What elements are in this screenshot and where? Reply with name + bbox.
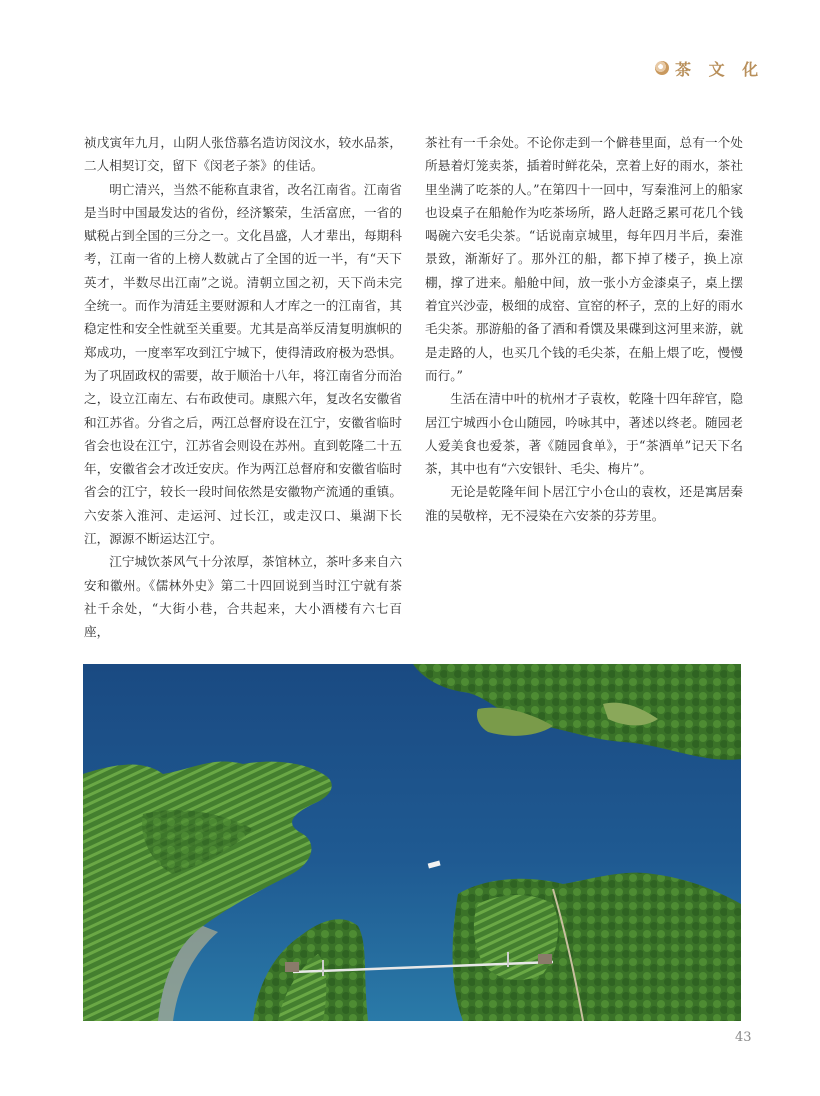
lake-landscape-illustration: [83, 664, 741, 1021]
page-number: 43: [735, 1030, 752, 1045]
section-header: [655, 57, 764, 79]
paragraph: 祯戊寅年九月，山阴人张岱慕名造访闵汶水，较水品茶，二人相契订交，留下《闵老子茶》的佳话。: [84, 135, 402, 174]
paragraph: 无论是乾隆年间卜居江宁小仓山的袁枚，还是寓居秦淮的吴敬梓，无不浸染在六安茶的芬芳里。: [425, 484, 743, 523]
paragraph: 江宁城饮茶风气十分浓厚，茶馆林立，茶叶多来自六安和徽州。《儒林外史》第二十四回说到当时江宁就有茶社千余处，“大街小巷，合共起来，大小酒楼有六七百座，: [84, 554, 402, 640]
aerial-lake-photo: [83, 664, 741, 1021]
text-column-left: [84, 131, 402, 644]
paragraph: 茶社有一千余处。不论你走到一个僻巷里面，总有一个处所悬着灯笼卖茶，插着时鲜花朵，烹着上好的雨水，茶社里坐满了吃茶的人。”在第四十一回中，写秦淮河上的船家也设桌子在船舱作为吃茶场所，路人赶路乏累可花几个钱喝碗六安毛尖茶。“话说南京城里，每年四月半后，秦淮景致，渐渐好了。那外江的船，都下掉了楼子，换上凉棚，撑了进来。船舱中间，放一张小方金漆桌子，桌上摆着宜兴沙壶，极细的成窑、宣窑的杯子，烹的上好的雨水毛尖茶。那游船的备了酒和肴馔及果碟到这河里来游，就是走路的人，也买几个钱的毛尖茶，在船上煨了吃，慢慢而行。”: [425, 135, 743, 383]
paragraph: 明亡清兴，当然不能称直隶省，改名江南省。江南省是当时中国最发达的省份，经济繁荣，生活富庶，一省的赋税占到全国的三分之一。文化昌盛，人才辈出，每期科考，江南一省的上榜人数就占了全国的近一半，有“天下英才，半数尽出江南”之说。清朝立国之初，天下尚未完全统一。而作为清廷主要财源和人才库之一的江南省，其稳定性和安全性就至关重要。尤其是高举反清复明旗帜的郑成功，一度率军攻到江宁城下，使得清政府极为恐惧。为了巩固政权的需要，故于顺治十八年，将江南省分而治之，设立江南左、右布政使司。康熙六年，复改名安徽省和江苏省。分省之后，两江总督府设在江宁，安徽省临时省会也设在江宁，江苏省会则设在苏州。直到乾隆二十五年，安徽省会才改迁安庆。作为两江总督府和安徽省临时省会的江宁，较长一段时间依然是安徽物产流通的重镇。六安茶入淮河、走运河、过长江，或走汉口、巢湖下长江，源源不断运达江宁。: [84, 181, 402, 547]
ornament-dot-icon: [655, 61, 669, 75]
paragraph: 生活在清中叶的杭州才子袁枚，乾隆十四年辞官，隐居江宁城西小仓山随园，吟咏其中，著述以终老。随园老人爱美食也爱茶，著《随园食单》，于“茶酒单”记天下名茶，其中也有“六安银针、毛尖、梅片”。: [425, 391, 743, 477]
text-column-right: [425, 131, 743, 527]
section-title: 茶 文 化: [675, 59, 765, 79]
